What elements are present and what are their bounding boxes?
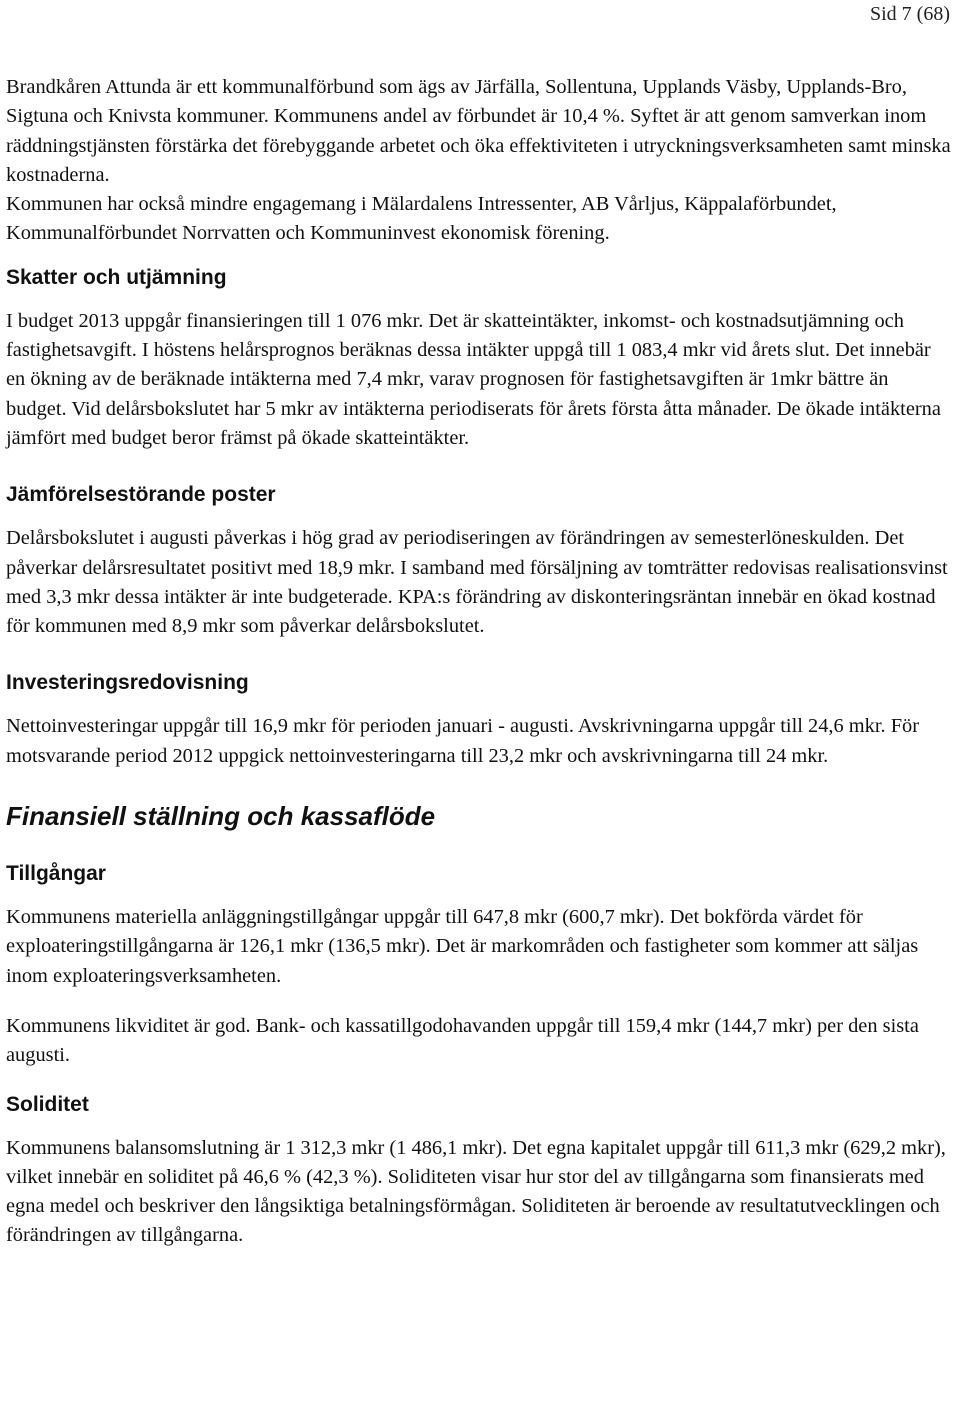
page-number: Sid 7 (68)	[870, 3, 950, 25]
heading-finansiell-stallning: Finansiell ställning och kassaflöde	[6, 801, 436, 832]
paragraph-investeringsredovisning: Nettoinvesteringar uppgår till 16,9 mkr för perioden januari - augusti. Avskrivningarna uppgår till 24,6 mkr. För motsvarande period 2012 uppgick nettoinvesteringarna till 23,2 mkr och avskrivningarna till 24 mkr.	[6, 715, 920, 767]
document-body	[6, 73, 954, 1251]
intro-paragraph-engagemang: Kommunen har också mindre engagemang i Mälardalens Intressenter, AB Vårljus, Käppalaförbundet, Kommunalförbundet Norrvatten och Kommuninvest ekonomisk förening.	[6, 193, 837, 245]
heading-investeringsredovisning: Investeringsredovisning	[6, 671, 249, 695]
paragraph-jamforelsestorande: Delårsbokslutet i augusti påverkas i hög grad av periodiseringen av förändringen av semesterlöneskulden. Det påverkar delårsresultatet positivt med 18,9 mkr. I samband med försäljning av tomträtter redovisas realisationsvinst med 3,3 mkr dessa intäkter är inte budgeterade. KPA:s förändring av diskonteringsräntan innebär en ökad kostnad för kommunen med 8,9 mkr som påverkar delårsbokslutet.	[6, 527, 948, 638]
heading-soliditet: Soliditet	[6, 1092, 89, 1116]
paragraph-tillgangar-likviditet: Kommunens likviditet är god. Bank- och kassatillgodohavanden uppgår till 159,4 mkr (144,7 mkr) per den sista augusti.	[6, 1014, 919, 1067]
paragraph-tillgangar-anlaggning: Kommunens materiella anläggningstillgångar uppgår till 647,8 mkr (600,7 mkr). Det bokförda värdet för exploateringstillgångarna är 126,1 mkr (136,5 mkr). Det är markområden och fastigheter som kommer att säljas inom exploateringsverksamheten.	[6, 906, 919, 987]
intro-paragraph-brandkaren: Brandkåren Attunda är ett kommunalförbund som ägs av Järfälla, Sollentuna, Upplands Väsby, Upplands-Bro, Sigtuna och Knivsta kommuner. Kommunens andel av förbundet är 10,4 %. Syftet är att genom samverkan inom räddningstjänsten förstärka det förebyggande arbetet och öka effektiviteten i utryckningsverksamheten samt minska kostnaderna.	[6, 76, 951, 186]
paragraph-skatter: I budget 2013 uppgår finansieringen till 1 076 mkr. Det är skatteintäkter, inkomst- och kostnadsutjämning och fastighetsavgift. I höstens helårsprognos beräknas dessa intäkter uppgå till 1 083,4 mkr vid årets slut. Det innebär en ökning av de beräknade intäkterna med 7,4 mkr, varav prognosen för fastighetsavgiften är 1mkr bättre än budget. Vid delårsbokslutet har 5 mkr av intäkterna periodiserats för årets första åtta månader. De ökade intäkterna jämfört med budget beror främst på ökade skatteintäkter.	[6, 309, 941, 449]
heading-skatter: Skatter och utjämning	[6, 265, 227, 289]
heading-jamforelsestorande: Jämförelsestörande poster	[6, 483, 276, 507]
heading-tillgangar: Tillgångar	[6, 862, 106, 886]
paragraph-soliditet: Kommunens balansomslutning är 1 312,3 mkr (1 486,1 mkr). Det egna kapitalet uppgår till 611,3 mkr (629,2 mkr), vilket innebär en soliditet på 46,6 % (42,3 %). Soliditeten visar hur stor del av tillgångarna som finansierats med egna medel och beskriver den långsiktiga betalningsförmågan. Soliditeten är beroende av resultatutvecklingen och förändringen av tillgångarna.	[6, 1136, 946, 1247]
